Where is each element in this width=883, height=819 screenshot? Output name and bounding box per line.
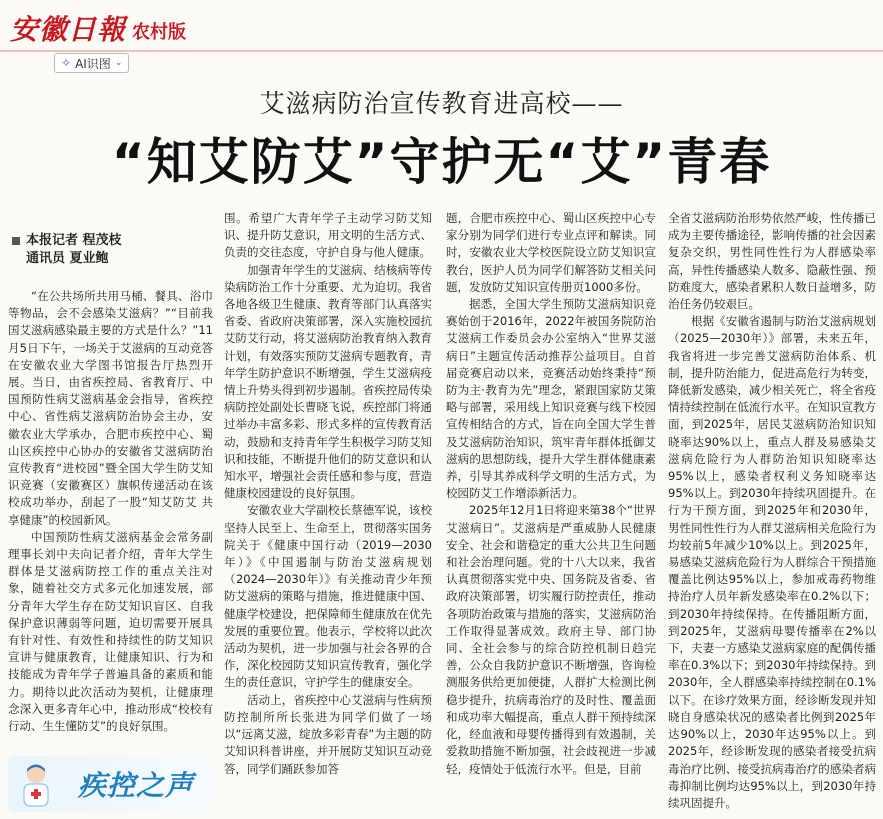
edition-name: 农村版 <box>132 22 187 43</box>
article-column-4 <box>668 210 876 810</box>
ai-image-recognition-button[interactable] <box>54 53 129 73</box>
byline <box>12 232 122 268</box>
paragraph: “在公共场所共用马桶、餐具、浴巾等物品，会不会感染艾滋病？”“目前我国艾滋病感染最主要的方式是什么？”11月5日下午，一场关于艾滋病的互动竞答在安徽农业大学图书馆报告厅热烈开展。当日，由省疾控局、省教育厅、中国预防性病艾滋病基金会指导，省疾控中心、省性病艾滋病防治协会主办，安徽农业大学承办，合肥市疾控中心、蜀山区疾控中心协办的安徽省艾滋病防治宣传教育“进校园”暨全国大学生防艾知识竞赛（安徽赛区）旗帜传递活动在该校成功举办，刮起了一股“知艾防艾 共享健康”的校园新风。 <box>8 289 213 527</box>
paragraph: 根据《安徽省遏制与防治艾滋病规划（2025—2030年）》部署，未来五年，我省将进一步完善艾滋病防治体系、机制，提升防治能力，促进高危行为转变，降低新发感染，减少相关死亡，将全省疫情持续控制在低流行水平。在知识宣教方面，到2025年，居民艾滋病防治知识知晓率达90%以上，重点人群及易感染艾滋病危险行为人群防治知识知晓率达95%以上，感染者权利义务知晓率达95%以上。到2030年持续巩固提升。在行为干预方面，到2025年和2030年，男性同性性行为人群艾滋病相关危险行为均较前5年减少10%以上。到2025年，易感染艾滋病危险行为人群综合干预措施覆盖比例达95%以上，参加戒毒药物维持治疗人员年新发感染率在0.2%以下；到2030年持续保持。在传播阻断方面，到2025年，艾滋病母婴传播率在2%以下，夫妻一方感染艾滋病家庭的配偶传播率在0.3%以下；到2030年持续保持。到2030年，全人群感染率持续控制在0.1%以下。在诊疗效果方面，经诊断发现并知晓自身感染状况的感染者比例到2025年达90%以上，2030年达95%以上。到2025年，经诊断发现的感染者接受抗病毒治疗比例、接受抗病毒治疗的感染者病毒抑制比例均达95%以上，到2030年持续巩固提升。 <box>668 314 876 810</box>
ai-button-label: AI识图 <box>75 56 111 71</box>
paragraph: 安徽农业大学副校长蔡德军说，该校坚持人民至上、生命至上，贯彻落实国务院关于《健康中国行动（2019—2030年）》《中国遏制与防治艾滋病规划（2024—2030年）》有关推动青少年预防艾滋病的策略与措施，推进健康中国、健康学校建设，把保障师生健康放在优先发展的重要位置。他表示，学校将以此次活动为契机，进一步加强与社会各界的合作，深化校园防艾知识宣传教育，强化学生的责任意识，守护学生的健康安全。 <box>224 503 432 690</box>
paragraph: 据悉，全国大学生预防艾滋病知识竞赛始创于2016年，2022年被国务院防治艾滋病工作委员会办公室纳入“世界艾滋病日”主题宣传活动推荐公益项目。自首届竞赛启动以来，竞赛活动始终秉持“预防为主·教育为先”理念，紧跟国家防艾策略与部署，采用线上知识竞赛与线下校园宣传相结合的方式，旨在向全国大学生普及艾滋病防治知识，筑牢青年群体抵御艾滋病的思想防线，提升大学生群体健康素养，引导其养成科学文明的生活方式，为校园防艾工作增添新活力。 <box>446 297 656 501</box>
masthead <box>10 10 186 46</box>
paragraph: 题，合肥市疾控中心、蜀山区疾控中心专家分别为同学们进行专业点评和解读。同时，安徽农业大学校医院设立防艾知识宣教台，医护人员为同学们解答防艾相关问题，发放防艾知识宣传册页1000多份。 <box>446 211 656 294</box>
paragraph: 中国预防性病艾滋病基金会常务副理事长刘中夫向记者介绍，青年大学生群体是艾滋病防控工作的重点关注对象，随着社交方式多元化加速发展，部分青年大学生存在防艾知识盲区、自我保护意识薄弱等问题，迫切需要开展具有针对性、有效性和持续性的防艾知识宣讲与健康教育，让健康知识、行为和技能成为青年学子普遍具备的素质和能力。期待以此次活动为契机，让健康理念深入更多青年心中，推动形成“校校有行动、生生懂防艾”的良好氛围。 <box>8 529 213 734</box>
masthead-divider <box>0 50 883 52</box>
article-column-2 <box>224 210 432 810</box>
paragraph: 加强青年学生的艾滋病、结核病等传染病防治工作十分重要、尤为迫切。我省各地各级卫生健康、教育等部门认真落实省委、省政府决策部署，深入实施校园抗艾防艾行动，将艾滋病防治教育纳入教育计划，有效落实预防艾滋病专题教育，青年学生防护意识不断增强，学生艾滋病疫情上升势头得到初步遏制。省疾控局传染病防控处副处长曹晓飞说，疾控部门将通过举办丰富多彩、形式多样的宣传教育活动，鼓励和支持青年学生积极学习防艾知识和技能，不断提升他们的防艾意识和认知水平，增强社会责任感和参与度，营造健康校园建设的良好氛围。 <box>224 262 432 501</box>
paragraph: 2025年12月1日将迎来第38个“世界艾滋病日”。艾滋病是严重威胁人民健康安全、社会和谐稳定的重大公共卫生问题和社会治理问题。党的十八大以来，我省认真贯彻落实党中央、国务院及省委、省政府决策部署，切实履行防控责任，推动各项防治政策与措施的落实，艾滋病防治工作取得显著成效。政府主导、部门协同、全社会参与的综合防控机制日趋完善，公众自我防护意识不断增强，咨询检测服务供给更加便捷，人群扩大检测比例稳步提升，抗病毒治疗的及时性、覆盖面和成功率大幅提高，重点人群干预持续深化，经血液和母婴传播得到有效遏制，关爱救助措施不断加强，社会歧视进一步减轻，疫情处于低流行水平。但是，目前 <box>446 503 656 776</box>
byline-correspondent: 通讯员 夏业鲍 <box>26 251 109 266</box>
byline-square-icon <box>12 237 20 245</box>
byline-reporter: 本报记者 程茂枝 <box>26 233 122 248</box>
newspaper-name: 安徽日報 <box>10 13 127 46</box>
paragraph: 活动上，省疾控中心艾滋病与性病预防控制所所长张进为同学们做了一场以“远离艾滋，绽放多彩青春”为主题的防艾知识科普讲座，并开展防艾知识互动竞答，同学们踊跃参加答 <box>224 692 432 776</box>
sparkle-icon: ✧ <box>61 56 72 70</box>
doctor-figure-icon <box>16 762 56 808</box>
article-column-1 <box>8 288 213 753</box>
paragraph: 全省艾滋病防治形势依然严峻，性传播已成为主要传播途径，影响传播的社会因素复杂交织，男性同性性行为人群感染率高，异性传播感染人数多、隐蔽性强、预防难度大，感染者累积人数日益增多，防治任务仍较艰巨。 <box>668 211 876 312</box>
column-logo <box>8 756 213 812</box>
article-column-3 <box>446 210 656 810</box>
article-title: “知艾防艾”守护无“艾”青春 <box>111 133 772 191</box>
column-logo-label: 疾控之声 <box>78 769 195 802</box>
article-subtitle: 艾滋病防治宣传教育进高校—— <box>259 89 624 118</box>
paragraph: 围。希望广大青年学子主动学习防艾知识、提升防艾意识，用文明的生活方式、负责的交往态度，守护自身与他人健康。 <box>224 211 432 260</box>
chevron-down-icon[interactable]: ⌄ <box>114 58 123 68</box>
